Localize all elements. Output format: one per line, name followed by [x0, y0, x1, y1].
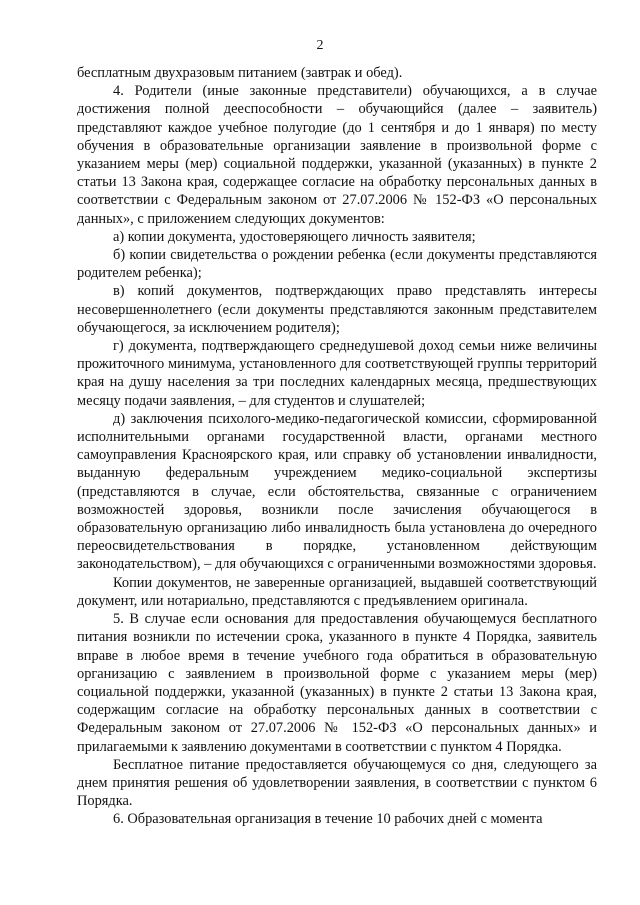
- page-number: 2: [316, 38, 324, 53]
- paragraph-subitem-g: г) документа, подтверждающего среднедушевой доход семьи ниже величины прожиточного минимума, установленного для соответствующей группы территорий края на душу населения за три последних календарных месяца, предшествующих месяцу подачи заявления, – для студентов и слушателей;: [77, 338, 597, 409]
- paragraph-subitem-a: а) копии документа, удостоверяющего личность заявителя;: [113, 228, 476, 245]
- paragraph-continuation: бесплатным двухразовым питанием (завтрак и обед).: [77, 65, 403, 81]
- paragraph-item-4: 4. Родители (иные законные представители) обучающихся, а в случае достижения полной дееспособности – обучающийся (далее – заявитель) представляют каждое учебное полугодие (до 1 сентября и до 1 января) по месту обучения в образовательные организации заявление в произвольной форме с указанием меры (мер) социальной поддержки, указанной (указанных) в пункте 2 статьи 13 Закона края, содержащее согласие на обработку персональных данных в соответствии с Федеральным законом от 27.07.2006 № 152-ФЗ «О персональных данных», с приложением следующих документов:: [77, 83, 597, 227]
- paragraph-copies-note: Копии документов, не заверенные организацией, выдавшей соответствующий документ, или нотариально, представляются с предъявлением оригинала.: [77, 574, 597, 609]
- paragraph-subitem-d: д) заключения психолого-медико-педагогической комиссии, сформированной исполнительными органами государственной власти, органами местного самоуправления Красноярского края, или справку об установлении инвалидности, выданную федеральным учреждением медико-социальной экспертизы (представляются в случае, если обстоятельства, связанные с ограничением возможностей здоровья, возникли после зачисления обучающегося в образовательную организацию либо инвалидность была установлена до очередного переосвидетельствования в порядке, установленном действующим законодательством), – для обучающихся с ограниченными возможностями здоровья.: [77, 410, 597, 573]
- paragraph-free-meals: Бесплатное питание предоставляется обучающемуся со дня, следующего за днем принятия решения об удовлетворении заявления, в соответствии с пунктом 6 Порядка.: [77, 756, 597, 810]
- paragraph-item-6: 6. Образовательная организация в течение 10 рабочих дней с момента: [113, 811, 543, 828]
- paragraph-item-5: 5. В случае если основания для предоставления обучающемуся бесплатного питания возникли по истечении срока, указанного в пункте 4 Порядка, заявитель вправе в любое время в течение учебного года обратиться в образовательную организацию с заявлением в произвольной форме с указанием меры (мер) социальной поддержки, указанной (указанных) в пункте 2 статьи 13 Закона края, содержащим согласие на обработку персональных данных в соответствии с Федеральным законом от 27.07.2006 № 152-ФЗ «О персональных данных» и прилагаемыми к заявлению документами в соответствии с пунктом 4 Порядка.: [77, 611, 597, 755]
- document-body: [77, 64, 597, 829]
- paragraph-subitem-v: в) копий документов, подтверждающих право представлять интересы несовершеннолетнего (если документы представляются законным представителем обучающегося, за исключением родителя);: [77, 283, 597, 336]
- paragraph-subitem-b: б) копии свидетельства о рождении ребенка (если документы представляются родителем ребенка);: [77, 247, 597, 282]
